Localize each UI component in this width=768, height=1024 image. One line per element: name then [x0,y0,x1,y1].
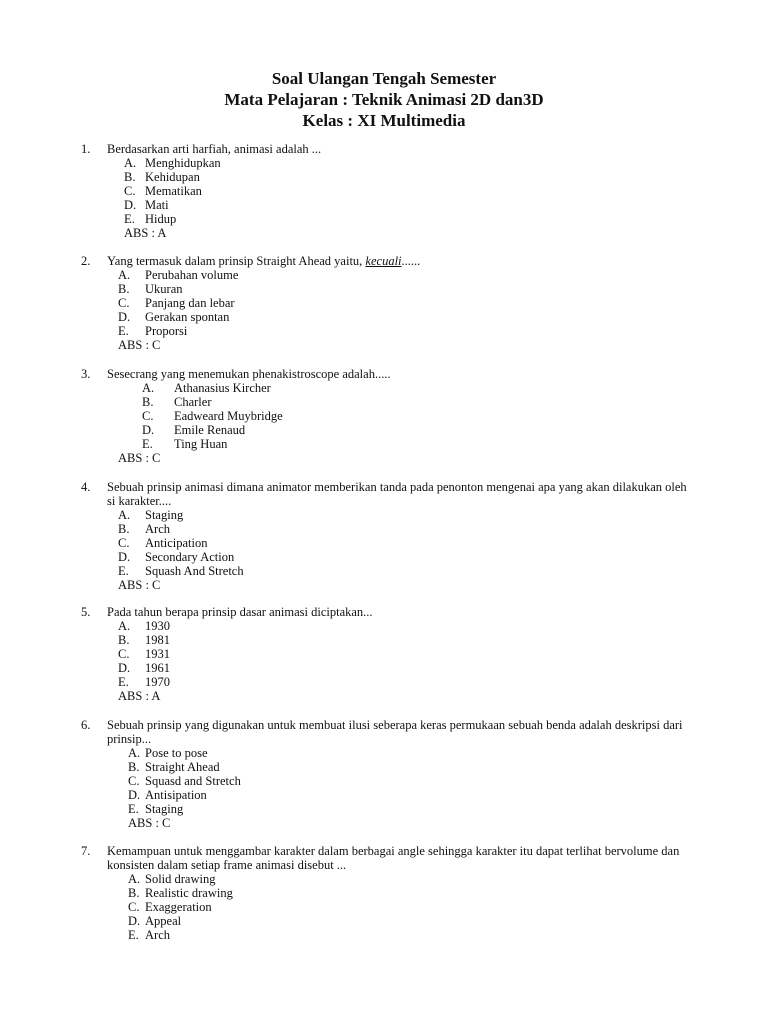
option-d: D. Appeal [128,914,182,928]
exam-title: Soal Ulangan Tengah Semester [271,69,497,88]
question-text: Yang termasuk dalam prinsip Straight Ahead yaitu, kecuali...... [107,254,421,268]
option-e: E. Arch [128,928,170,942]
answer-key: ABS : C [118,338,161,352]
option-d: D. Emile Renaud [142,423,246,437]
option-d: D. 1961 [118,661,170,675]
option-d: D. Mati [124,198,169,212]
option-c: C. Eadweard Muybridge [142,409,283,423]
answer-key: ABS : A [124,226,167,240]
question-text: Berdasarkan arti harfiah, animasi adalah ... [107,142,322,156]
option-c: C. Anticipation [118,536,208,550]
answer-key: ABS : C [118,451,161,465]
option-e: E. Squash And Stretch [118,564,244,578]
option-a: A. Staging [118,508,184,522]
question-number: 3. [81,367,91,381]
option-c: C. Panjang dan lebar [118,296,235,310]
question-text: Pada tahun berapa prinsip dasar animasi diciptakan... [107,605,373,619]
question-text: Sesecrang yang menemukan phenakistroscope adalah..... [107,367,391,381]
question-number: 4. [81,480,91,494]
option-d: D. Gerakan spontan [118,310,230,324]
question-number: 1. [81,142,91,156]
option-e: E. Hidup [124,212,177,226]
option-a: A. 1930 [118,619,170,633]
question-text: Kemampuan untuk menggambar karakter dalam berbagai angle sehingga karakter itu dapat terlihat bervolume dan konsisten dalam setiap frame animasi disebut ... [107,844,680,872]
question-text: Sebuah prinsip animasi dimana animator memberikan tanda pada penonton mengenai apa yang akan dilakukan oleh si karakter.... [107,480,687,508]
option-b: B. Kehidupan [124,170,200,184]
option-b: B. 1981 [118,633,170,647]
option-b: B. Arch [118,522,170,536]
option-a: A. Perubahan volume [118,268,239,282]
option-c: C. Mematikan [124,184,202,198]
option-b: B. Ukuran [118,282,183,296]
subject-line: Mata Pelajaran : Teknik Animasi 2D dan3D [224,90,544,109]
option-a: A. Athanasius Kircher [142,381,271,395]
option-c: C. Exaggeration [128,900,212,914]
class-line: Kelas : XI Multimedia [302,111,466,130]
option-e: E. Ting Huan [142,437,228,451]
kecuali-emphasis: kecuali [365,254,402,268]
answer-key: ABS : A [118,689,161,703]
question-text: Sebuah prinsip yang digunakan untuk membuat ilusi seberapa keras permukaan sebuah benda adalah deskripsi dari prinsip... [107,718,683,746]
question-number: 7. [81,844,91,858]
option-c: C. 1931 [118,647,170,661]
option-a: A. Solid drawing [128,872,216,886]
option-e: E. 1970 [118,675,170,689]
option-e: E. Staging [128,802,184,816]
option-d: D. Antisipation [128,788,207,802]
option-c: C. Squasd and Stretch [128,774,241,788]
question-number: 5. [81,605,91,619]
question-number: 6. [81,718,91,732]
option-a: A. Menghidupkan [124,156,221,170]
option-e: E. Proporsi [118,324,188,338]
option-d: D. Secondary Action [118,550,235,564]
option-b: B. Realistic drawing [128,886,233,900]
question-number: 2. [81,254,91,268]
answer-key: ABS : C [128,816,171,830]
answer-key: ABS : C [118,578,161,592]
option-a: A. Pose to pose [128,746,208,760]
option-b: B. Straight Ahead [128,760,220,774]
option-b: B. Charler [142,395,212,409]
